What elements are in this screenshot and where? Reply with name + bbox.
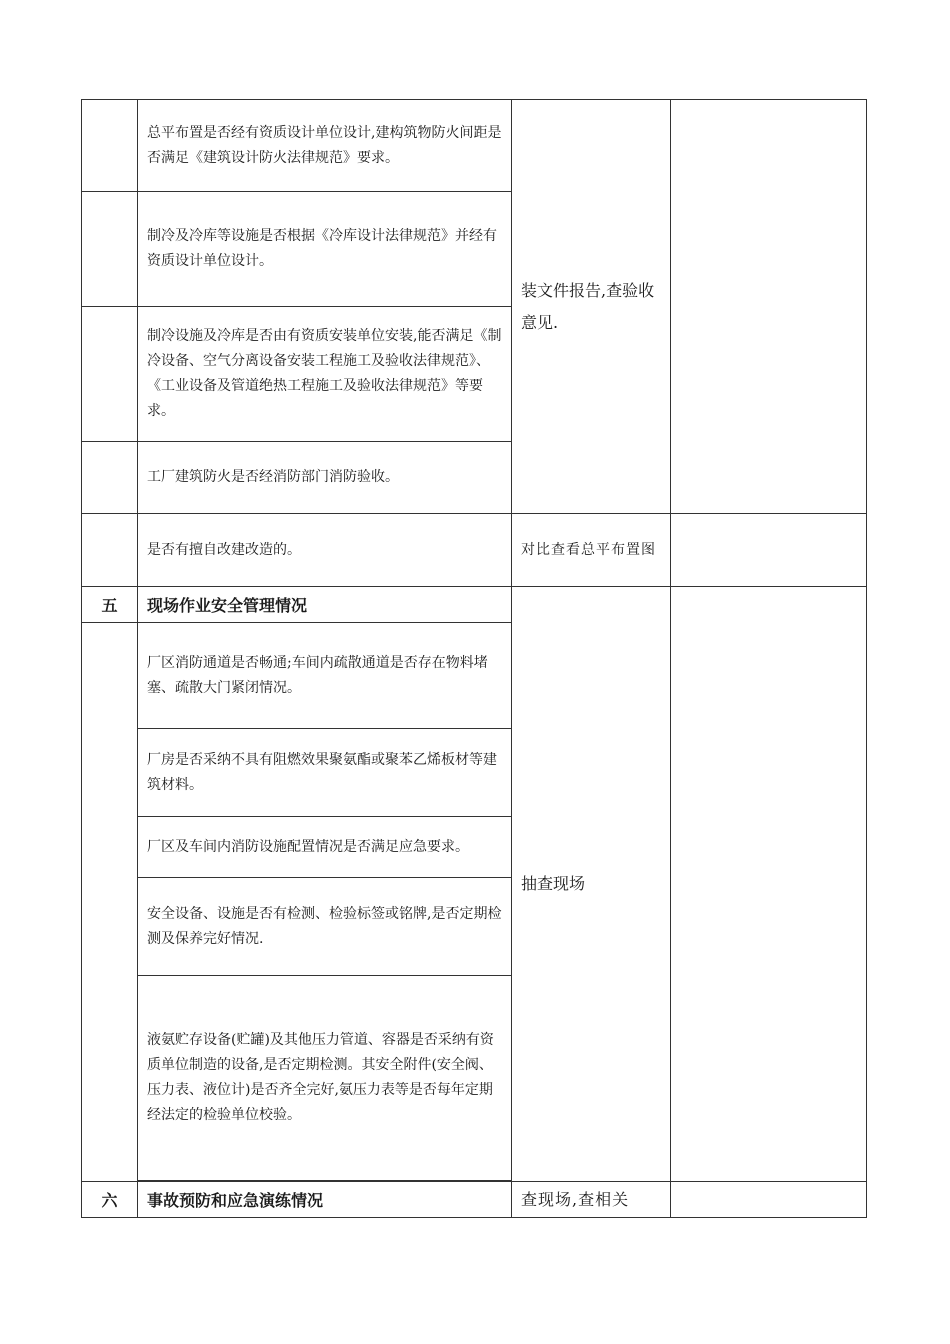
row-number-cell <box>82 623 138 1182</box>
check-item-text: 厂区及车间内消防设施配置情况是否满足应急要求。 <box>138 817 512 878</box>
row-number-cell <box>82 100 138 192</box>
check-method-cell: 对比查看总平布置图 <box>512 514 671 587</box>
result-cell <box>671 1182 867 1218</box>
inspection-checklist-table <box>81 99 867 1218</box>
row-number-cell <box>82 192 138 307</box>
check-item-text: 是否有擅自改建改造的。 <box>138 514 512 587</box>
section-number: 六 <box>82 1182 138 1218</box>
row-number-cell <box>82 514 138 587</box>
check-method-cell: 装文件报告,查验收意见. <box>512 100 671 514</box>
check-item-text: 工厂建筑防火是否经消防部门消防验收。 <box>138 442 512 514</box>
section-header-row <box>82 1182 867 1218</box>
section-title: 事故预防和应急演练情况 <box>138 1182 512 1218</box>
result-cell <box>671 514 867 587</box>
check-item-text: 制冷及冷库等设施是否根据《冷库设计法律规范》并经有资质设计单位设计。 <box>138 192 512 307</box>
row-number-cell <box>82 442 138 514</box>
check-item-text: 总平布置是否经有资质设计单位设计,建构筑物防火间距是否满足《建筑设计防火法律规范》要求。 <box>138 100 512 192</box>
section-number: 五 <box>82 587 138 623</box>
table-row <box>82 514 867 587</box>
check-item-text: 制冷设施及冷库是否由有资质安装单位安装,能否满足《制冷设备、空气分离设备安装工程施工及验收法律规范》、《工业设备及管道绝热工程施工及验收法律规范》等要求。 <box>138 307 512 442</box>
result-cell <box>671 587 867 1182</box>
check-item-text: 安全设备、设施是否有检测、检验标签或铭牌,是否定期检测及保养完好情况. <box>138 878 512 976</box>
check-item-text: 厂房是否采纳不具有阻燃效果聚氨酯或聚苯乙烯板材等建筑材料。 <box>138 729 512 817</box>
result-cell <box>671 100 867 514</box>
check-method-cell: 抽查现场 <box>512 587 671 1182</box>
table-row <box>82 100 867 192</box>
section-title: 现场作业安全管理情况 <box>138 587 512 623</box>
section-header-row <box>82 587 867 623</box>
check-item-text: 厂区消防通道是否畅通;车间内疏散通道是否存在物料堵塞、疏散大门紧闭情况。 <box>138 623 512 729</box>
row-number-cell <box>82 307 138 442</box>
check-method-cell: 查现场,查相关 <box>512 1182 671 1218</box>
check-item-text: 液氨贮存设备(贮罐)及其他压力管道、容器是否采纳有资质单位制造的设备,是否定期检测。其安全附件(安全阀、压力表、液位计)是否齐全完好,氨压力表等是否每年定期经法定的检验单位校验。 <box>138 976 512 1181</box>
